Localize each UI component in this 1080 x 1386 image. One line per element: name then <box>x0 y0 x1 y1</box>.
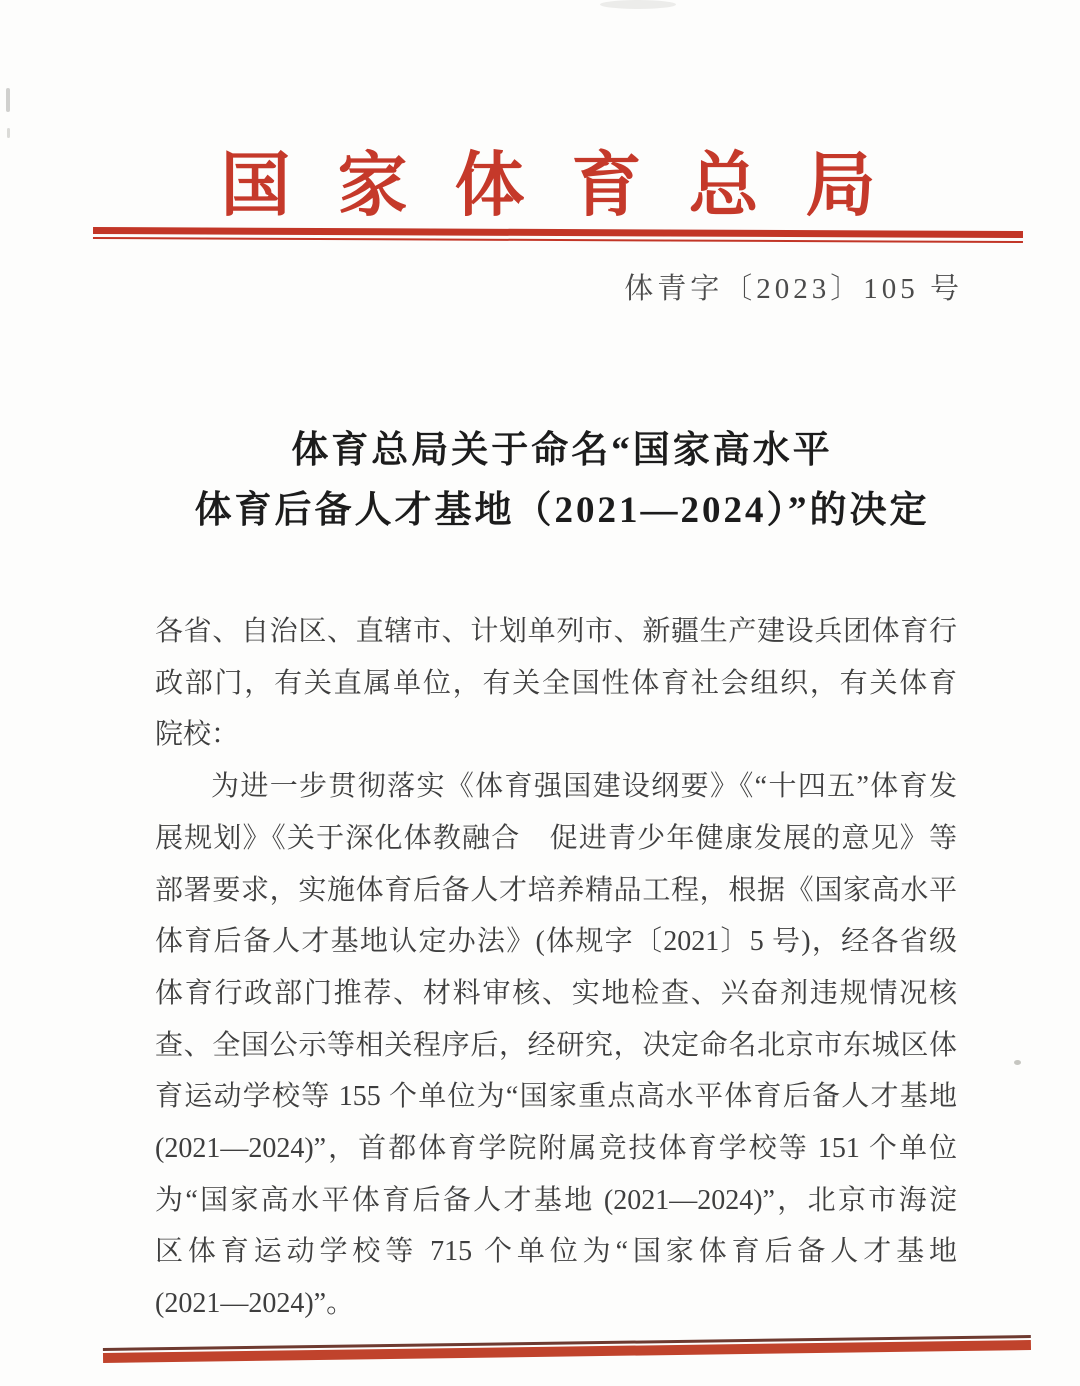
body-line: 为“国家高水平体育后备人才基地 (2021—2024)”，北京市海淀 <box>155 1184 957 1216</box>
body-line: 政部门，有关直属单位，有关全国性体育社会组织，有关体育 <box>155 667 957 699</box>
scan-smudge <box>600 0 676 9</box>
body-line: 各省、自治区、直辖市、计划单列市、新疆生产建设兵团体育行 <box>155 616 957 647</box>
body-line: (2021—2024)”，首都体育学院附属竞技体育学校等 151 个单位 <box>155 1133 957 1165</box>
body-line: 育运动学校等 155 个单位为“国家重点高水平体育后备人才基地 <box>155 1081 957 1113</box>
body-line: 查、全国公示等相关程序后，经研究，决定命名北京市东城区体 <box>155 1029 957 1061</box>
body-line: 区体育运动学校等 715 个单位为“国家体育后备人才基地 <box>155 1236 957 1268</box>
body-line: 为进一步贯彻落实《体育强国建设纲要》《“十四五”体育发 <box>211 771 957 803</box>
masthead-double-rule <box>93 227 1023 243</box>
title-line-1: 体育总局关于命名“国家高水平 <box>291 430 833 471</box>
body-line: 部署要求，实施体育后备人才培养精品工程，根据《国家高水平 <box>155 874 957 906</box>
scan-speck <box>6 88 10 112</box>
body-line: 体育行政部门推荐、材料审核、实地检查、兴奋剂违规情况核 <box>155 977 957 1009</box>
document-number: 体青字〔2023〕105 号 <box>624 273 963 305</box>
footer-double-rule <box>103 1335 1031 1363</box>
agency-masthead: 国家体育总局 <box>220 148 923 225</box>
body-line: (2021—2024)”。 <box>155 1288 355 1320</box>
body-line: 展规划》《关于深化体教融合 促进青少年健康发展的意见》等 <box>155 822 957 854</box>
scan-dot <box>1014 1060 1021 1065</box>
document-body <box>155 606 957 1330</box>
scan-speck <box>7 128 10 138</box>
body-line: 院校： <box>155 719 240 751</box>
title-line-2: 体育后备人才基地（2021—2024）”的决定 <box>194 490 930 531</box>
document-title <box>22 421 1080 541</box>
body-line: 体育后备人才基地认定办法》(体规字〔2021〕5 号)，经各省级 <box>155 926 957 958</box>
